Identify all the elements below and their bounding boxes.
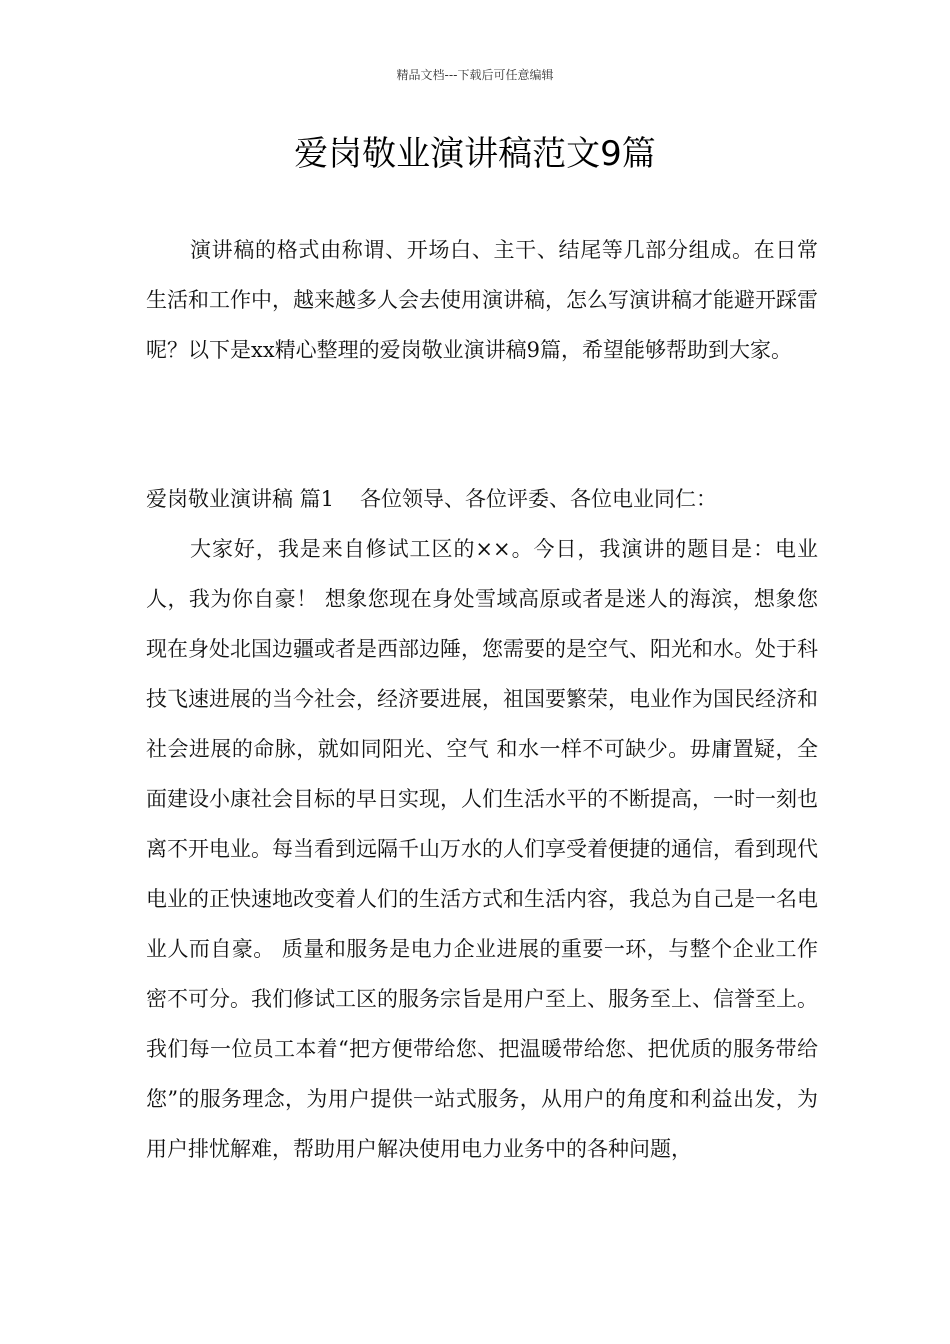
section-heading-line [146,474,818,524]
intro-paragraph: 演讲稿的格式由称谓、开场白、主干、结尾等几部分组成。在日常生活和工作中，越来越多人会去使用演讲稿，怎么写演讲稿才能避开踩雷呢？以下是xx精心整理的爱岗敬业演讲稿9篇，希望能够帮助到大家。 [146,238,818,362]
document-title: 爱岗敬业演讲稿范文9篇 [294,134,656,174]
page-header-note: 精品文档---下载后可任意编辑 [396,68,554,82]
section-heading: 爱岗敬业演讲稿 篇1 [146,487,335,511]
salutation: 各位领导、各位评委、各位电业同仁： [360,487,718,511]
section-body-paragraph: 大家好，我是来自修试工区的××。今日，我演讲的题目是：电业人，我为你自豪！ 想象您现在身处雪域高原或者是迷人的海滨，想象您现在身处北国边疆或者是西部边陲，您需要的是空气、阳光和水。处于科技飞速进展的当今社会，经济要进展，祖国要繁荣，电业作为国民经济和社会进展的命脉，就如同阳光、空气 和水一样不可缺少。毋庸置疑，全面建设小康社会目标的早日实现，人们生活水平的不断提高，一时一刻也离不开电业。每当看到远隔千山万水的人们享受着便捷的通信，看到现代电业的正快速地改变着人们的生活方式和生活内容，我总为自己是一名电业人而自豪。 质量和服务是电力企业进展的重要一环，与整个企业工作密不可分。我们修试工区的服务宗旨是用户至上、服务至上、信誉至上。我们每一位员工本着“把方便带给您、把温暖带给您、把优质的服务带给您”的服务理念，为用户提供一站式服务，从用户的角度和利益出发，为用户排忧解难，帮助用户解决使用电力业务中的各种问题， [146,537,818,1161]
